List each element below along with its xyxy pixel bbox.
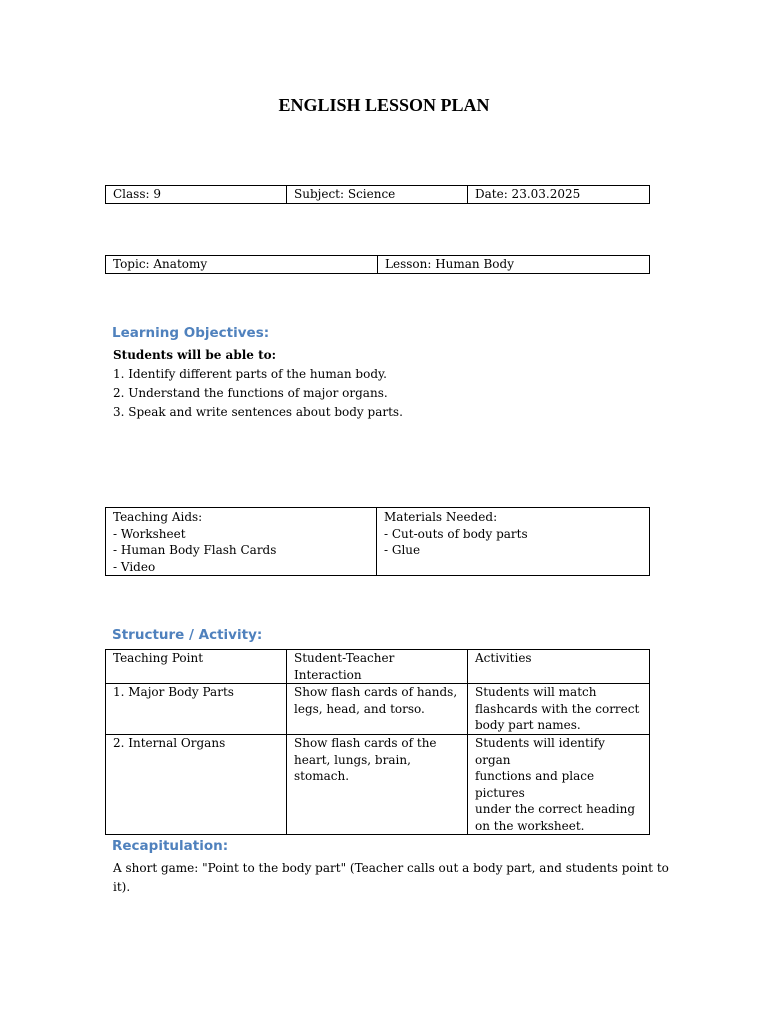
column-header: Activities bbox=[468, 650, 650, 684]
learning-objectives-heading: Learning Objectives: bbox=[112, 325, 270, 341]
topic-table bbox=[105, 255, 650, 274]
column-header: Student-Teacher Interaction bbox=[287, 650, 468, 684]
document-title: ENGLISH LESSON PLAN bbox=[278, 95, 490, 115]
teaching-aids-table bbox=[105, 507, 650, 576]
date-cell: Date: 23.03.2025 bbox=[468, 186, 650, 204]
column-header: Teaching Point bbox=[106, 650, 287, 684]
table-row bbox=[106, 735, 650, 835]
structure-activity-heading: Structure / Activity: bbox=[112, 627, 263, 643]
interaction-cell: Show flash cards of the heart, lungs, brain, stomach. bbox=[287, 735, 468, 835]
objectives-intro: Students will be able to: bbox=[113, 348, 277, 362]
recap-line: A short game: "Point to the body part" (Teacher calls out a body part, and students point to bbox=[113, 861, 669, 875]
class-info-table bbox=[105, 185, 650, 204]
interaction-cell: Show flash cards of hands, legs, head, and torso. bbox=[287, 684, 468, 735]
objective-item: 2. Understand the functions of major organs. bbox=[113, 386, 388, 400]
teaching-aids-cell: Teaching Aids: - Worksheet - Human Body Flash Cards - Video bbox=[106, 508, 377, 576]
teaching-point-cell: 2. Internal Organs bbox=[106, 735, 287, 835]
objective-item: 1. Identify different parts of the human body. bbox=[113, 367, 387, 381]
activity-cell: Students will match flashcards with the correct body part names. bbox=[468, 684, 650, 735]
objectives-list bbox=[113, 346, 403, 422]
teaching-point-cell: 1. Major Body Parts bbox=[106, 684, 287, 735]
recapitulation-heading: Recapitulation: bbox=[112, 838, 229, 854]
activity-cell: Students will identify organ functions and place pictures under the correct heading on the worksheet. bbox=[468, 735, 650, 835]
objective-item: 3. Speak and write sentences about body parts. bbox=[113, 405, 403, 419]
lesson-cell: Lesson: Human Body bbox=[378, 256, 650, 274]
materials-needed-cell: Materials Needed: - Cut-outs of body parts - Glue bbox=[377, 508, 650, 576]
recap-line: it). bbox=[113, 880, 131, 894]
subject-cell: Subject: Science bbox=[287, 186, 468, 204]
recapitulation-text bbox=[113, 859, 669, 897]
activity-table bbox=[105, 649, 650, 835]
class-cell: Class: 9 bbox=[106, 186, 287, 204]
table-row bbox=[106, 684, 650, 735]
topic-cell: Topic: Anatomy bbox=[106, 256, 378, 274]
